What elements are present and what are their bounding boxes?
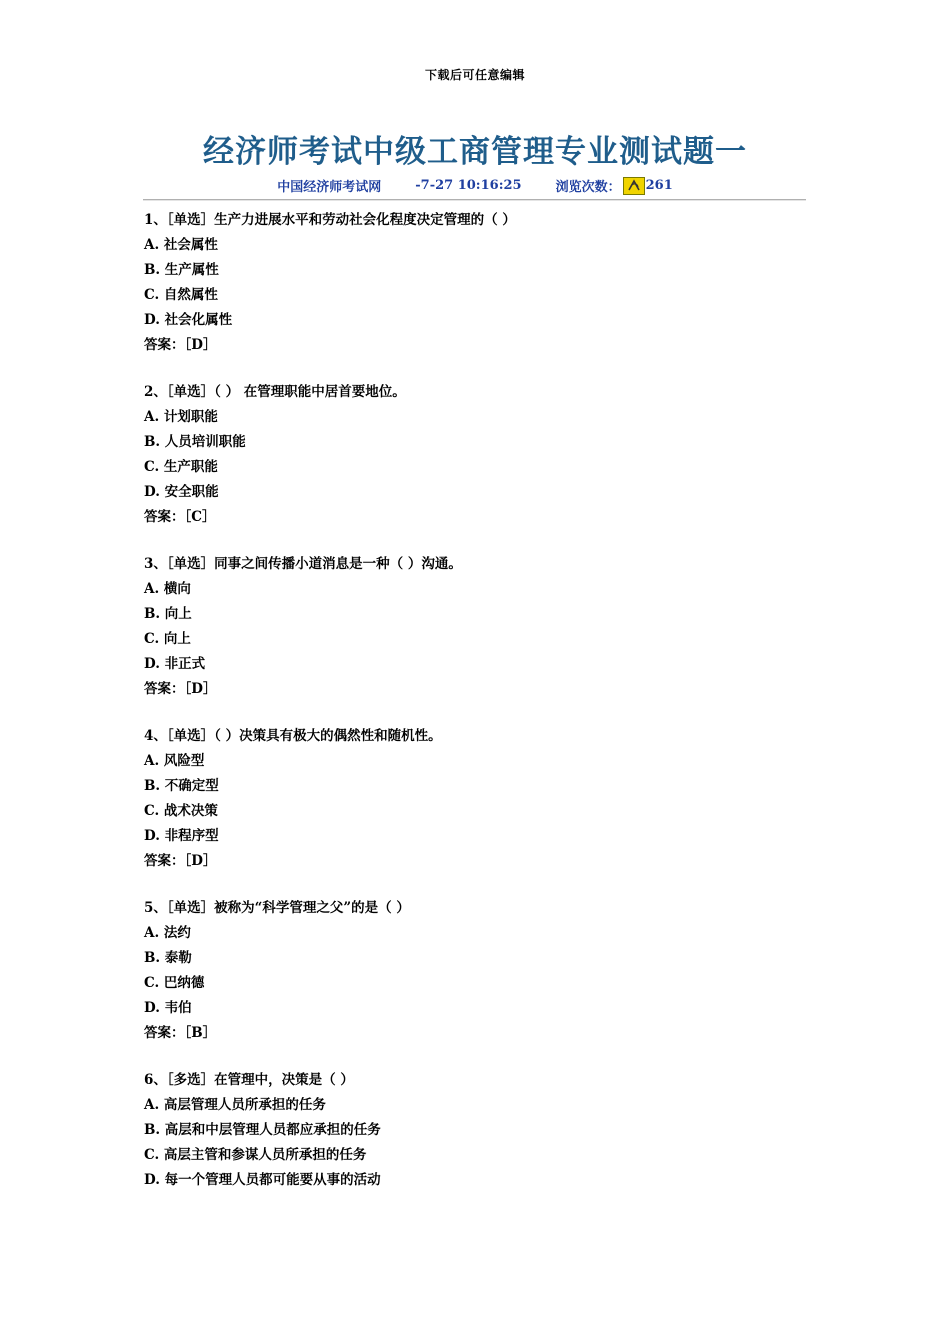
counter-icon <box>623 177 645 195</box>
question-stem: 2、［单选］（ ） 在管理职能中居首要地位。 <box>144 384 406 400</box>
header-divider <box>143 199 806 201</box>
question-item <box>144 1068 804 1193</box>
question-item <box>144 208 804 358</box>
question-stem: 3、［单选］同事之间传播小道消息是一种（ ）沟通。 <box>144 556 462 572</box>
question-option: C. 自然属性 <box>144 287 218 303</box>
question-answer: 答案：［D］ <box>144 337 217 353</box>
question-option: C. 向上 <box>144 631 191 647</box>
question-option: C. 高层主管和参谋人员所承担的任务 <box>144 1147 367 1163</box>
question-option: A. 法约 <box>144 925 191 941</box>
question-stem: 1、［单选］生产力进展水平和劳动社会化程度决定管理的（ ） <box>144 212 516 228</box>
question-option: A. 横向 <box>144 581 191 597</box>
question-option: D. 安全职能 <box>144 484 219 500</box>
question-option: D. 韦伯 <box>144 1000 192 1016</box>
question-list <box>144 208 804 1215</box>
question-item <box>144 552 804 702</box>
question-option: A. 计划职能 <box>144 409 218 425</box>
question-option: B. 生产属性 <box>144 262 219 278</box>
question-item <box>144 380 804 530</box>
question-option: B. 不确定型 <box>144 778 219 794</box>
question-option: D. 非程序型 <box>144 828 219 844</box>
question-option: A. 社会属性 <box>144 237 218 253</box>
page-title: 经济师考试中级工商管理专业测试题一 <box>203 134 747 170</box>
question-option: A. 风险型 <box>144 753 205 769</box>
question-option: A. 高层管理人员所承担的任务 <box>144 1097 326 1113</box>
question-stem: 6、［多选］在管理中，决策是（ ） <box>144 1072 354 1088</box>
question-option: D. 非正式 <box>144 656 206 672</box>
question-item <box>144 896 804 1046</box>
question-option: C. 生产职能 <box>144 459 218 475</box>
question-option: D. 社会化属性 <box>144 312 233 328</box>
question-item <box>144 724 804 874</box>
publish-datetime: -7-27 10:16:25 <box>415 178 522 193</box>
question-option: C. 战术决策 <box>144 803 218 819</box>
question-answer: 答案：［D］ <box>144 681 217 697</box>
views-label: 浏览次数： <box>555 180 621 195</box>
question-answer: 答案：［C］ <box>144 509 216 525</box>
question-option: B. 向上 <box>144 606 192 622</box>
question-option: D. 每一个管理人员都可能要从事的活动 <box>144 1172 381 1188</box>
question-answer: 答案：［B］ <box>144 1025 217 1041</box>
article-meta <box>0 176 950 195</box>
question-option: C. 巴纳德 <box>144 975 205 991</box>
download-note: 下载后可任意编辑 <box>424 68 525 82</box>
question-answer: 答案：［D］ <box>144 853 217 869</box>
question-stem: 5、［单选］被称为“科学管理之父”的是（ ） <box>144 900 410 916</box>
views-count: 261 <box>645 178 673 193</box>
question-option: B. 高层和中层管理人员都应承担的任务 <box>144 1122 381 1138</box>
question-stem: 4、［单选］（ ）决策具有极大的偶然性和随机性。 <box>144 728 442 744</box>
source-link[interactable]: 中国经济师考试网 <box>277 180 382 195</box>
question-option: B. 泰勒 <box>144 950 192 966</box>
question-option: B. 人员培训职能 <box>144 434 246 450</box>
